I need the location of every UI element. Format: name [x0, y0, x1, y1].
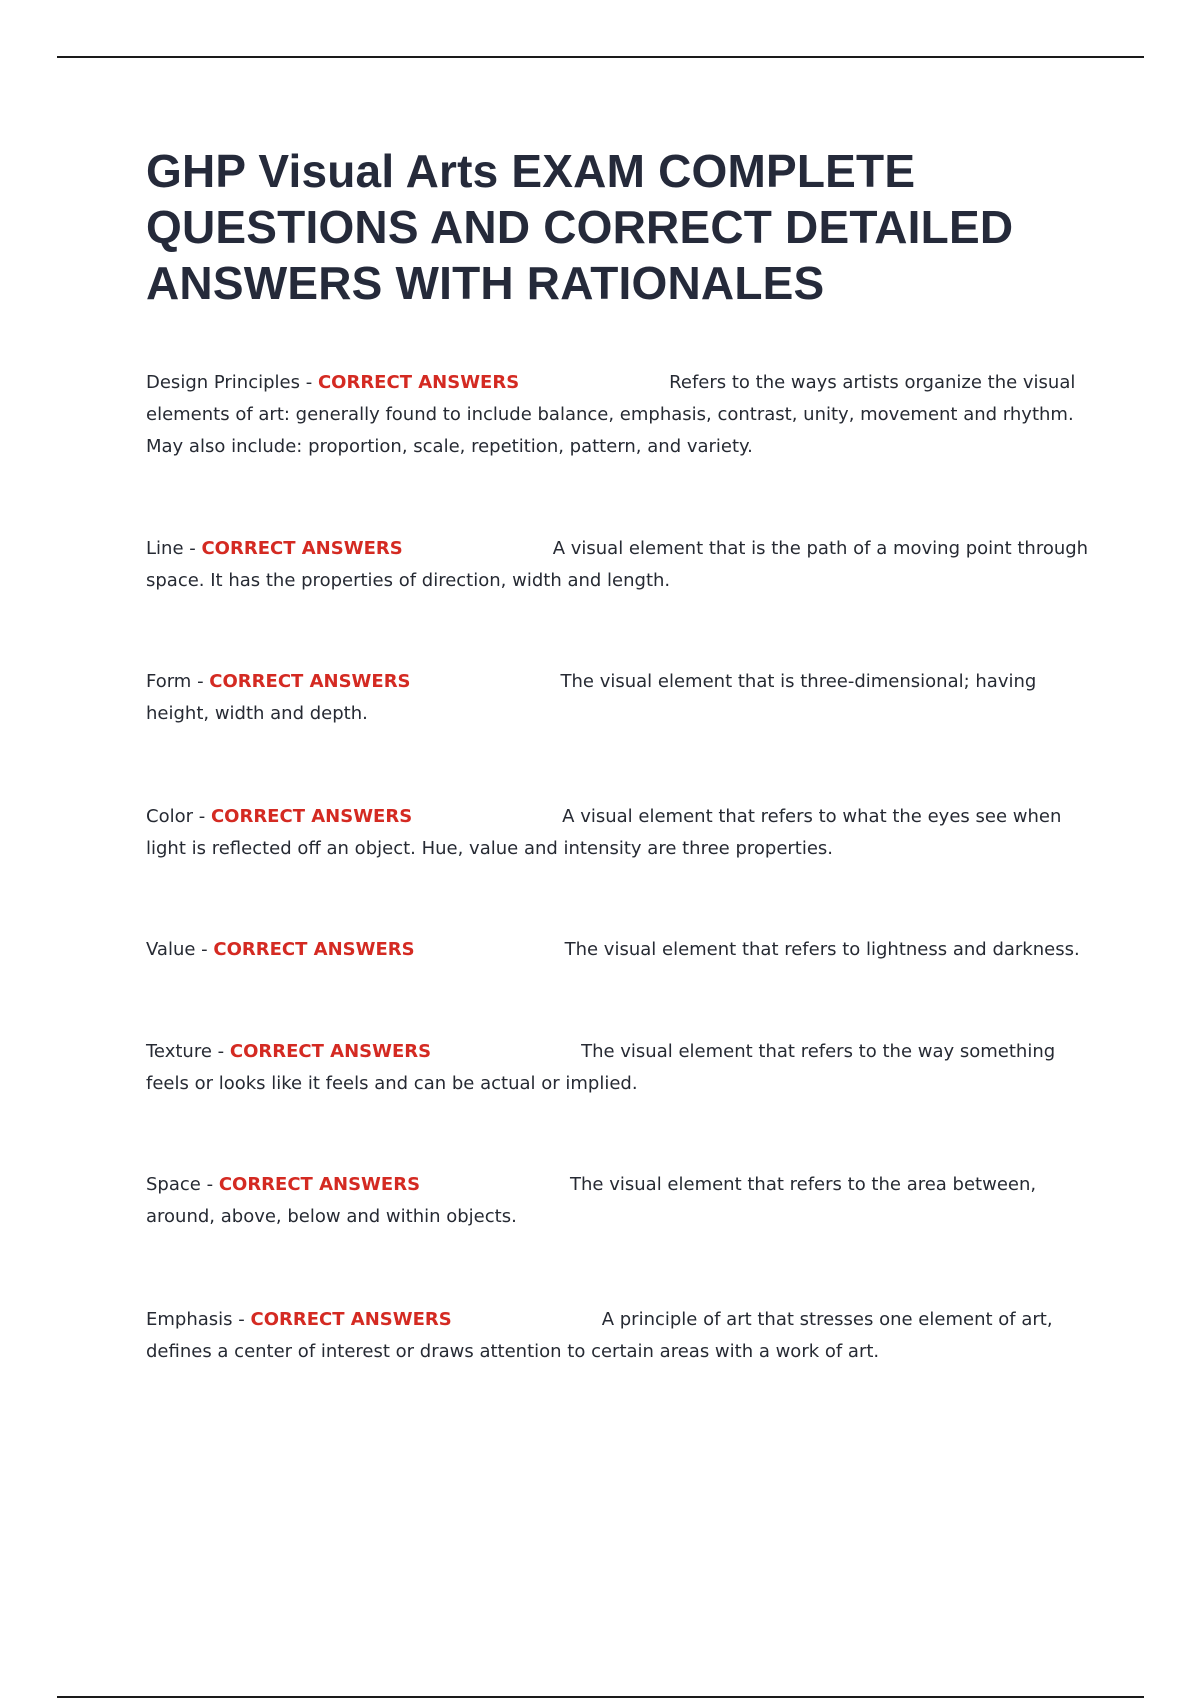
entry-term: Design Principles [146, 372, 300, 393]
entry-term: Form [146, 671, 192, 692]
top-rule [57, 56, 1144, 58]
entry-definition: The visual element that is three-dimensional; having height, width and depth. [146, 671, 1037, 724]
entry-separator: - [191, 671, 210, 692]
entry-term: Texture [146, 1041, 212, 1062]
entry-term: Color [146, 806, 193, 827]
qa-entry-space [146, 1169, 1096, 1233]
entry-term: Emphasis [146, 1309, 233, 1330]
entry-term: Value [146, 939, 196, 960]
entry-definition: A visual element that is the path of a moving point through space. It has the properties of direction, width and length. [146, 538, 1089, 591]
qa-entry-emphasis [146, 1304, 1096, 1368]
qa-entry-form [146, 666, 1096, 730]
entry-definition: The visual element that refers to the area between, around, above, below and within objects. [146, 1174, 1037, 1227]
correct-answers-label: CORRECT ANSWERS [317, 372, 520, 393]
correct-answers-label: CORRECT ANSWERS [218, 1174, 421, 1195]
correct-answers-label: CORRECT ANSWERS [209, 671, 411, 692]
correct-answers-label: CORRECT ANSWERS [250, 1309, 452, 1330]
qa-entry-texture [146, 1036, 1096, 1100]
qa-entry-design-principles [146, 367, 1096, 463]
entry-definition: A visual element that refers to what the eyes see when light is reflected off an object. Hue, value and intensity are three properties. [146, 806, 1062, 859]
entry-definition: The visual element that refers to the way something feels or looks like it feels and can be actual or implied. [146, 1041, 1056, 1094]
correct-answers-label: CORRECT ANSWERS [213, 939, 415, 960]
entry-definition: Refers to the ways artists organize the visual elements of art: generally found to include balance, emphasis, contrast, unity, movement and rhythm. May also include: proportion, scale, repetition, pattern, and variety. [146, 372, 1076, 457]
entry-separator: - [193, 806, 211, 827]
entry-separator: - [211, 1041, 230, 1062]
entry-separator: - [232, 1309, 251, 1330]
entry-separator: - [300, 372, 318, 393]
qa-entry-color [146, 801, 1096, 865]
entry-term: Space [146, 1174, 201, 1195]
correct-answers-label: CORRECT ANSWERS [201, 538, 403, 559]
entry-separator: - [195, 939, 214, 960]
qa-entry-value [146, 934, 1096, 966]
entry-definition: The visual element that refers to lightness and darkness. [564, 939, 1080, 960]
document-title: GHP Visual Arts EXAM COMPLETE QUESTIONS AND CORRECT DETAILED ANSWERS WITH RATIONALES [146, 145, 1014, 309]
bottom-rule [57, 1696, 1144, 1698]
entry-definition: A principle of art that stresses one element of art, defines a center of interest or draws attention to certain areas with a work of art. [146, 1309, 1053, 1362]
entry-separator: - [183, 538, 202, 559]
correct-answers-label: CORRECT ANSWERS [229, 1041, 432, 1062]
qa-entry-line [146, 533, 1096, 597]
correct-answers-label: CORRECT ANSWERS [210, 806, 413, 827]
entry-term: Line [146, 538, 184, 559]
entry-separator: - [200, 1174, 219, 1195]
